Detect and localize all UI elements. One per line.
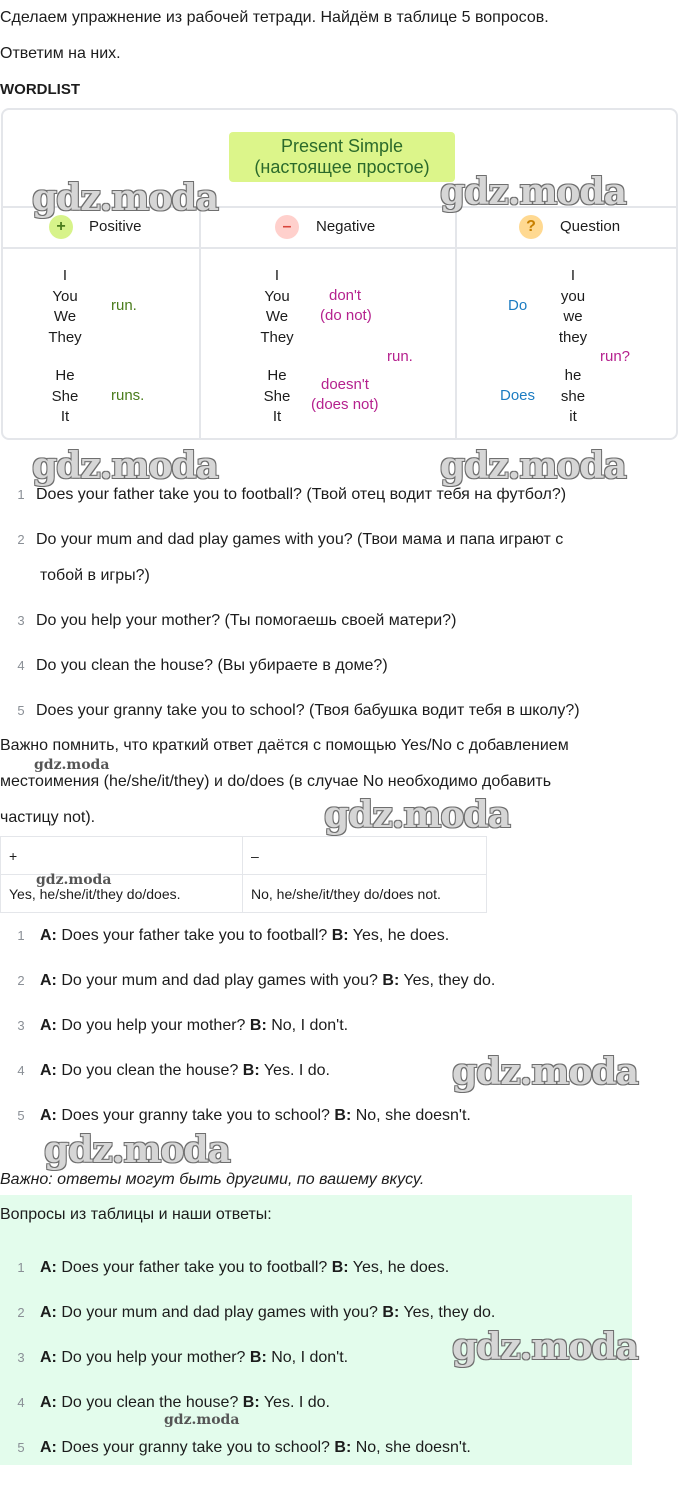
negative-aux-1: don't — [329, 287, 362, 304]
list-number: 1 — [17, 928, 25, 943]
answer-item: A: Do you help your mother? B: No, I don't. — [40, 1017, 349, 1034]
list-number: 2 — [17, 1305, 25, 1320]
table-cell-positive: Yes, he/she/it/they do/does. — [1, 875, 243, 913]
plus-icon: + — [49, 215, 73, 239]
question-icon: ? — [519, 215, 543, 239]
minus-icon: – — [275, 215, 299, 239]
grammar-title — [229, 132, 455, 182]
list-number: 4 — [17, 658, 25, 673]
grammar-title-line-2: (настоящее простое) — [254, 157, 430, 177]
table-cell-negative: No, he/she/it/they do/does not. — [243, 875, 487, 913]
answer-item: A: Do your mum and dad play games with you? B: Yes, they do. — [40, 972, 496, 989]
list-item: Do you help your mother? (Ты помогаешь своей матери?) — [36, 612, 457, 629]
wordlist-heading: WORDLIST — [0, 81, 80, 98]
green-heading: Вопросы из таблицы и наши ответы: — [0, 1206, 272, 1223]
intro-line-2: Ответим на них. — [0, 45, 121, 62]
list-item-continuation: тобой в игры?) — [40, 567, 150, 584]
rule-line-3: частицу not). — [0, 809, 96, 826]
watermark: gdz.moda — [324, 794, 510, 836]
list-number: 5 — [17, 1440, 25, 1455]
list-number: 3 — [17, 613, 25, 628]
grammar-divider-col2 — [455, 206, 457, 438]
positive-verb-1: run. — [111, 297, 137, 314]
watermark: gdz.moda — [440, 171, 626, 213]
list-number: 1 — [17, 487, 25, 502]
note-text: Важно: ответы могут быть другими, по вашему вкусу. — [0, 1171, 425, 1188]
negative-aux-2: doesn't — [321, 376, 369, 393]
answer-item: A: Do your mum and dad play games with you? B: Yes, they do. — [40, 1304, 496, 1321]
answer-item: A: Does your father take you to football? B: Yes, he does. — [40, 1259, 450, 1276]
positive-verb-2: runs. — [111, 387, 145, 404]
list-item: Does your father take you to football? (Твой отец водит тебя на футбол?) — [36, 486, 567, 503]
question-aux-1: Do — [508, 297, 528, 314]
watermark: gdz.moda — [36, 872, 112, 888]
question-aux-2: Does — [500, 387, 536, 404]
answer-item: A: Does your granny take you to school? B: No, she doesn't. — [40, 1439, 471, 1456]
negative-verb: run. — [387, 348, 413, 365]
question-verb: run? — [600, 348, 631, 365]
list-number: 1 — [17, 1260, 25, 1275]
negative-pronouns-2: He She It — [263, 367, 291, 425]
negative-label: Negative — [316, 218, 376, 235]
answer-item: A: Does your granny take you to school? B: No, she doesn't. — [40, 1107, 471, 1124]
positive-label: Positive — [89, 218, 142, 235]
watermark: gdz.moda — [44, 1129, 230, 1171]
list-number: 2 — [17, 973, 25, 988]
watermark: gdz.moda — [32, 445, 218, 487]
list-number: 3 — [17, 1350, 25, 1365]
table-header-positive: + — [1, 837, 243, 875]
list-number: 3 — [17, 1018, 25, 1033]
positive-pronouns-2: He She It — [51, 367, 79, 425]
list-number: 4 — [17, 1063, 25, 1078]
list-item: Do your mum and dad play games with you? (Твои мама и папа играют с — [36, 531, 564, 548]
answer-item: A: Do you help your mother? B: No, I don't. — [40, 1349, 349, 1366]
intro-line-1: Сделаем упражнение из рабочей тетради. Найдём в таблице 5 вопросов. — [0, 9, 549, 26]
list-number: 5 — [17, 1108, 25, 1123]
table-header-negative: – — [243, 837, 487, 875]
grammar-divider-header — [3, 247, 676, 249]
answer-item: A: Does your father take you to football? B: Yes, he does. — [40, 927, 450, 944]
grammar-divider-col1 — [199, 206, 201, 438]
positive-pronouns-1: I You We They — [48, 267, 82, 346]
negative-pronouns-1: I You We They — [260, 267, 294, 346]
list-number: 4 — [17, 1395, 25, 1410]
rule-line-2: местоимения (he/she/it/they) и do/does (в случае No необходимо добавить — [0, 773, 552, 790]
grammar-title-line-1: Present Simple — [280, 136, 404, 156]
negative-aux-2-full: (does not) — [311, 396, 379, 413]
grammar-table — [1, 108, 678, 440]
list-item: Does your granny take you to school? (Твоя бабушка водит тебя в школу?) — [36, 702, 580, 719]
watermark: gdz.moda — [440, 445, 626, 487]
question-pronouns-1: I you we they — [558, 267, 588, 346]
list-number: 5 — [17, 703, 25, 718]
question-pronouns-2: he she it — [560, 367, 586, 425]
list-number: 2 — [17, 532, 25, 547]
watermark: gdz.moda — [164, 1412, 240, 1428]
rule-line-1: Важно помнить, что краткий ответ даётся с помощью Yes/No с добавлением — [0, 737, 569, 754]
answer-item: A: Do you clean the house? B: Yes. I do. — [40, 1394, 330, 1411]
answer-item: A: Do you clean the house? B: Yes. I do. — [40, 1062, 330, 1079]
question-label: Question — [560, 218, 621, 235]
watermark: gdz.moda — [32, 177, 218, 219]
watermark: gdz.moda — [34, 757, 110, 773]
watermark: gdz.moda — [452, 1326, 638, 1368]
watermark: gdz.moda — [452, 1051, 638, 1093]
negative-aux-1-full: (do not) — [320, 307, 372, 324]
list-item: Do you clean the house? (Вы убираете в доме?) — [36, 657, 388, 674]
